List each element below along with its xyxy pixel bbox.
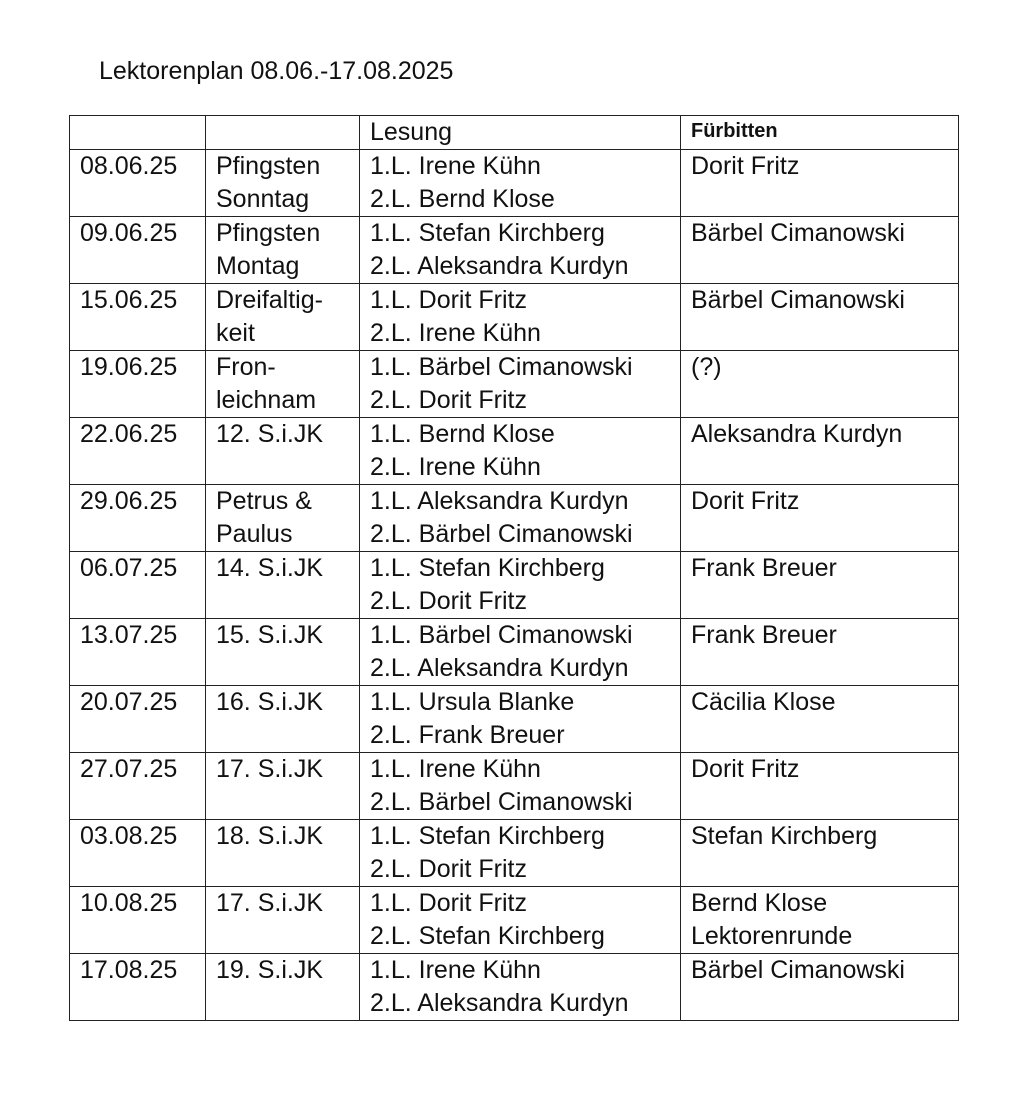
cell-reading xyxy=(360,217,681,284)
cell-intercessions-line: Bärbel Cimanowski xyxy=(691,956,905,984)
cell-reading-line: 1.L. Bärbel Cimanowski xyxy=(370,621,633,649)
cell-reading-line: 2.L. Frank Breuer xyxy=(370,721,565,749)
cell-day-line: Montag xyxy=(216,252,300,280)
cell-day xyxy=(206,686,360,753)
cell-intercessions-line: Frank Breuer xyxy=(691,554,837,582)
cell-intercessions-line: Lektorenrunde xyxy=(691,922,853,950)
cell-reading-line: 1.L. Irene Kühn xyxy=(370,956,541,984)
cell-reading-line: 2.L. Dorit Fritz xyxy=(370,386,527,414)
cell-intercessions-line: Bärbel Cimanowski xyxy=(691,219,905,247)
cell-intercessions-line: Bärbel Cimanowski xyxy=(691,286,905,314)
cell-date: 03.08.25 xyxy=(70,820,206,887)
cell-day-line: keit xyxy=(216,319,255,347)
cell-reading xyxy=(360,887,681,954)
cell-reading-line: 1.L. Aleksandra Kurdyn xyxy=(370,487,629,515)
table-row xyxy=(70,284,959,351)
cell-day xyxy=(206,351,360,418)
cell-day-line: 14. S.i.JK xyxy=(216,554,323,582)
cell-date: 13.07.25 xyxy=(70,619,206,686)
cell-day-line: 17. S.i.JK xyxy=(216,889,323,917)
cell-reading-line: 1.L. Stefan Kirchberg xyxy=(370,822,605,850)
cell-intercessions xyxy=(681,887,959,954)
table-row xyxy=(70,552,959,619)
cell-reading xyxy=(360,619,681,686)
cell-day-line: 12. S.i.JK xyxy=(216,420,323,448)
cell-day xyxy=(206,820,360,887)
lector-schedule-table xyxy=(69,115,959,1021)
table-row xyxy=(70,351,959,418)
cell-date: 20.07.25 xyxy=(70,686,206,753)
cell-intercessions xyxy=(681,753,959,820)
cell-intercessions-line: Stefan Kirchberg xyxy=(691,822,878,850)
table-row xyxy=(70,954,959,1021)
cell-date: 08.06.25 xyxy=(70,150,206,217)
cell-intercessions xyxy=(681,284,959,351)
cell-reading-line: 1.L. Bernd Klose xyxy=(370,420,555,448)
cell-reading xyxy=(360,820,681,887)
cell-intercessions xyxy=(681,485,959,552)
cell-day-line: Paulus xyxy=(216,520,293,548)
table-header-row xyxy=(70,116,959,150)
cell-day xyxy=(206,753,360,820)
cell-reading-line: 1.L. Stefan Kirchberg xyxy=(370,554,605,582)
cell-reading-line: 2.L. Aleksandra Kurdyn xyxy=(370,989,629,1017)
cell-day-line: 15. S.i.JK xyxy=(216,621,323,649)
table-row xyxy=(70,753,959,820)
cell-reading-line: 2.L. Bärbel Cimanowski xyxy=(370,788,633,816)
cell-day-line: Pfingsten xyxy=(216,152,321,180)
cell-intercessions-line: Bernd Klose xyxy=(691,889,828,917)
cell-reading-line: 2.L. Dorit Fritz xyxy=(370,855,527,883)
cell-reading xyxy=(360,753,681,820)
cell-reading xyxy=(360,418,681,485)
cell-date: 10.08.25 xyxy=(70,887,206,954)
table-row xyxy=(70,217,959,284)
cell-day xyxy=(206,552,360,619)
cell-reading-line: 2.L. Aleksandra Kurdyn xyxy=(370,252,629,280)
cell-day xyxy=(206,887,360,954)
cell-reading-line: 2.L. Irene Kühn xyxy=(370,453,541,481)
table-row xyxy=(70,150,959,217)
cell-reading-line: 1.L. Ursula Blanke xyxy=(370,688,575,716)
cell-date: 22.06.25 xyxy=(70,418,206,485)
cell-intercessions xyxy=(681,150,959,217)
cell-intercessions-line: Frank Breuer xyxy=(691,621,837,649)
cell-date: 15.06.25 xyxy=(70,284,206,351)
cell-date: 06.07.25 xyxy=(70,552,206,619)
cell-reading-line: 1.L. Irene Kühn xyxy=(370,152,541,180)
cell-day xyxy=(206,284,360,351)
cell-day-line: 16. S.i.JK xyxy=(216,688,323,716)
cell-reading xyxy=(360,686,681,753)
cell-reading-line: 2.L. Dorit Fritz xyxy=(370,587,527,615)
cell-date: 29.06.25 xyxy=(70,485,206,552)
document-title: Lektorenplan 08.06.-17.08.2025 xyxy=(99,57,454,85)
cell-intercessions-line: Aleksandra Kurdyn xyxy=(691,420,903,448)
cell-intercessions-line: (?) xyxy=(691,353,722,381)
cell-intercessions xyxy=(681,552,959,619)
cell-day-line: Dreifaltig- xyxy=(216,286,323,314)
header-reading: Lesung xyxy=(360,116,681,150)
cell-intercessions-line: Cäcilia Klose xyxy=(691,688,836,716)
table-row xyxy=(70,887,959,954)
cell-day-line: 17. S.i.JK xyxy=(216,755,323,783)
cell-reading xyxy=(360,954,681,1021)
cell-day xyxy=(206,217,360,284)
header-intercessions: Fürbitten xyxy=(681,116,959,150)
cell-day-line: 18. S.i.JK xyxy=(216,822,323,850)
cell-day xyxy=(206,954,360,1021)
table-row xyxy=(70,418,959,485)
cell-day-line: Fron- xyxy=(216,353,276,381)
cell-day-line: leichnam xyxy=(216,386,317,414)
cell-reading-line: 2.L. Bärbel Cimanowski xyxy=(370,520,633,548)
table-row xyxy=(70,820,959,887)
cell-intercessions xyxy=(681,217,959,284)
cell-reading-line: 1.L. Bärbel Cimanowski xyxy=(370,353,633,381)
cell-reading xyxy=(360,552,681,619)
cell-day-line: Petrus & xyxy=(216,487,312,515)
cell-intercessions xyxy=(681,686,959,753)
header-day xyxy=(206,116,360,150)
cell-reading xyxy=(360,150,681,217)
cell-reading xyxy=(360,351,681,418)
cell-day xyxy=(206,619,360,686)
cell-reading-line: 1.L. Stefan Kirchberg xyxy=(370,219,605,247)
cell-reading-line: 2.L. Aleksandra Kurdyn xyxy=(370,654,629,682)
cell-reading-line: 1.L. Dorit Fritz xyxy=(370,889,527,917)
cell-intercessions-line: Dorit Fritz xyxy=(691,755,800,783)
cell-reading-line: 1.L. Irene Kühn xyxy=(370,755,541,783)
cell-reading-line: 2.L. Bernd Klose xyxy=(370,185,555,213)
table-row xyxy=(70,619,959,686)
cell-date: 27.07.25 xyxy=(70,753,206,820)
cell-date: 09.06.25 xyxy=(70,217,206,284)
cell-reading xyxy=(360,485,681,552)
cell-day-line: Sonntag xyxy=(216,185,310,213)
cell-intercessions xyxy=(681,418,959,485)
cell-intercessions xyxy=(681,619,959,686)
cell-day xyxy=(206,485,360,552)
table-row xyxy=(70,485,959,552)
cell-intercessions-line: Dorit Fritz xyxy=(691,152,800,180)
cell-date: 19.06.25 xyxy=(70,351,206,418)
cell-reading-line: 1.L. Dorit Fritz xyxy=(370,286,527,314)
table-body xyxy=(70,150,959,1021)
cell-intercessions xyxy=(681,954,959,1021)
cell-reading-line: 2.L. Stefan Kirchberg xyxy=(370,922,605,950)
cell-day-line: 19. S.i.JK xyxy=(216,956,323,984)
cell-reading-line: 2.L. Irene Kühn xyxy=(370,319,541,347)
header-date xyxy=(70,116,206,150)
cell-day xyxy=(206,418,360,485)
cell-intercessions xyxy=(681,351,959,418)
cell-intercessions xyxy=(681,820,959,887)
cell-intercessions-line: Dorit Fritz xyxy=(691,487,800,515)
cell-day xyxy=(206,150,360,217)
cell-reading xyxy=(360,284,681,351)
table-row xyxy=(70,686,959,753)
cell-day-line: Pfingsten xyxy=(216,219,321,247)
cell-date: 17.08.25 xyxy=(70,954,206,1021)
